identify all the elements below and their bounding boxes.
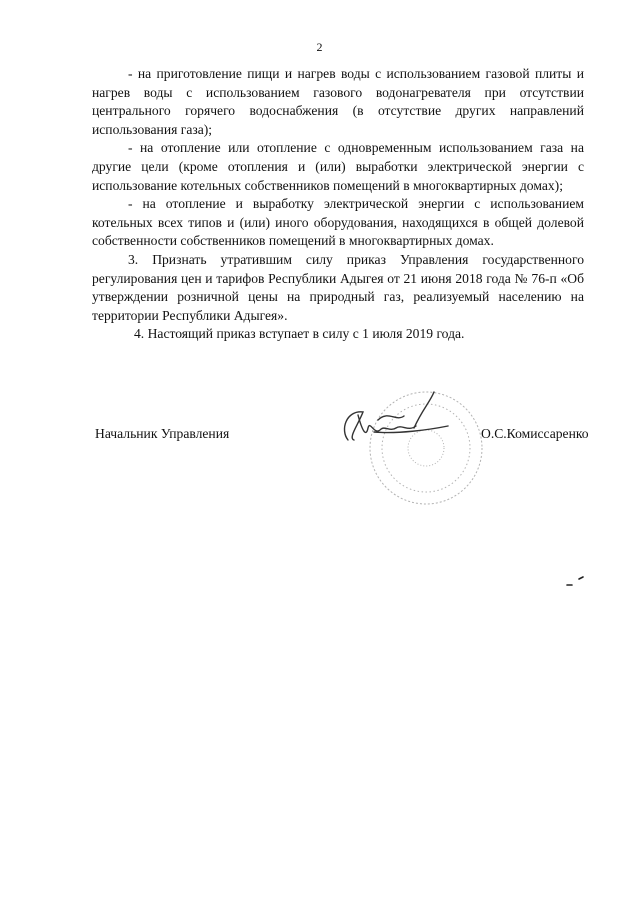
paragraph-gas-heating: - на отопление или отопление с одновременным использованием газа на другие цели (кроме отопления и (или) выработки электрической энергии с использование котельных собственников помещений в многоквартирных домах); <box>92 140 584 193</box>
paragraph-gas-cooking: - на приготовление пищи и нагрев воды с использованием газовой плиты и нагрев воды с использованием газового водонагревателя при отсутствии центрального горячего водоснабжения (в отсутствие других направлений использования газа); <box>92 66 584 137</box>
paragraph-item-3: 3. Признать утратившим силу приказ Управления государственного регулирования цен и тарифов Республики Адыгея от 21 июня 2018 года № 76-п «Об утверждении розничной цены на природный газ, реализуемый населению на территории Республики Адыгея». <box>92 251 584 323</box>
signature-title: Начальник Управления <box>95 426 230 441</box>
document-body <box>92 65 584 344</box>
paragraph-gas-electricity: - на отопление и выработку электрической энергии с использованием котельных всех типов и (или) иного оборудования, находящихся в общей долевой собственности собственников помещений в многоквартирных домах. <box>92 196 584 249</box>
page-number: 2 <box>316 40 323 54</box>
signature-stamp <box>318 380 508 510</box>
stray-mark <box>565 575 585 589</box>
signature-name: О.С.Комиссаренко <box>481 426 589 441</box>
paragraph-item-4: 4. Настоящий приказ вступает в силу с 1 июля 2019 года. <box>134 326 465 342</box>
